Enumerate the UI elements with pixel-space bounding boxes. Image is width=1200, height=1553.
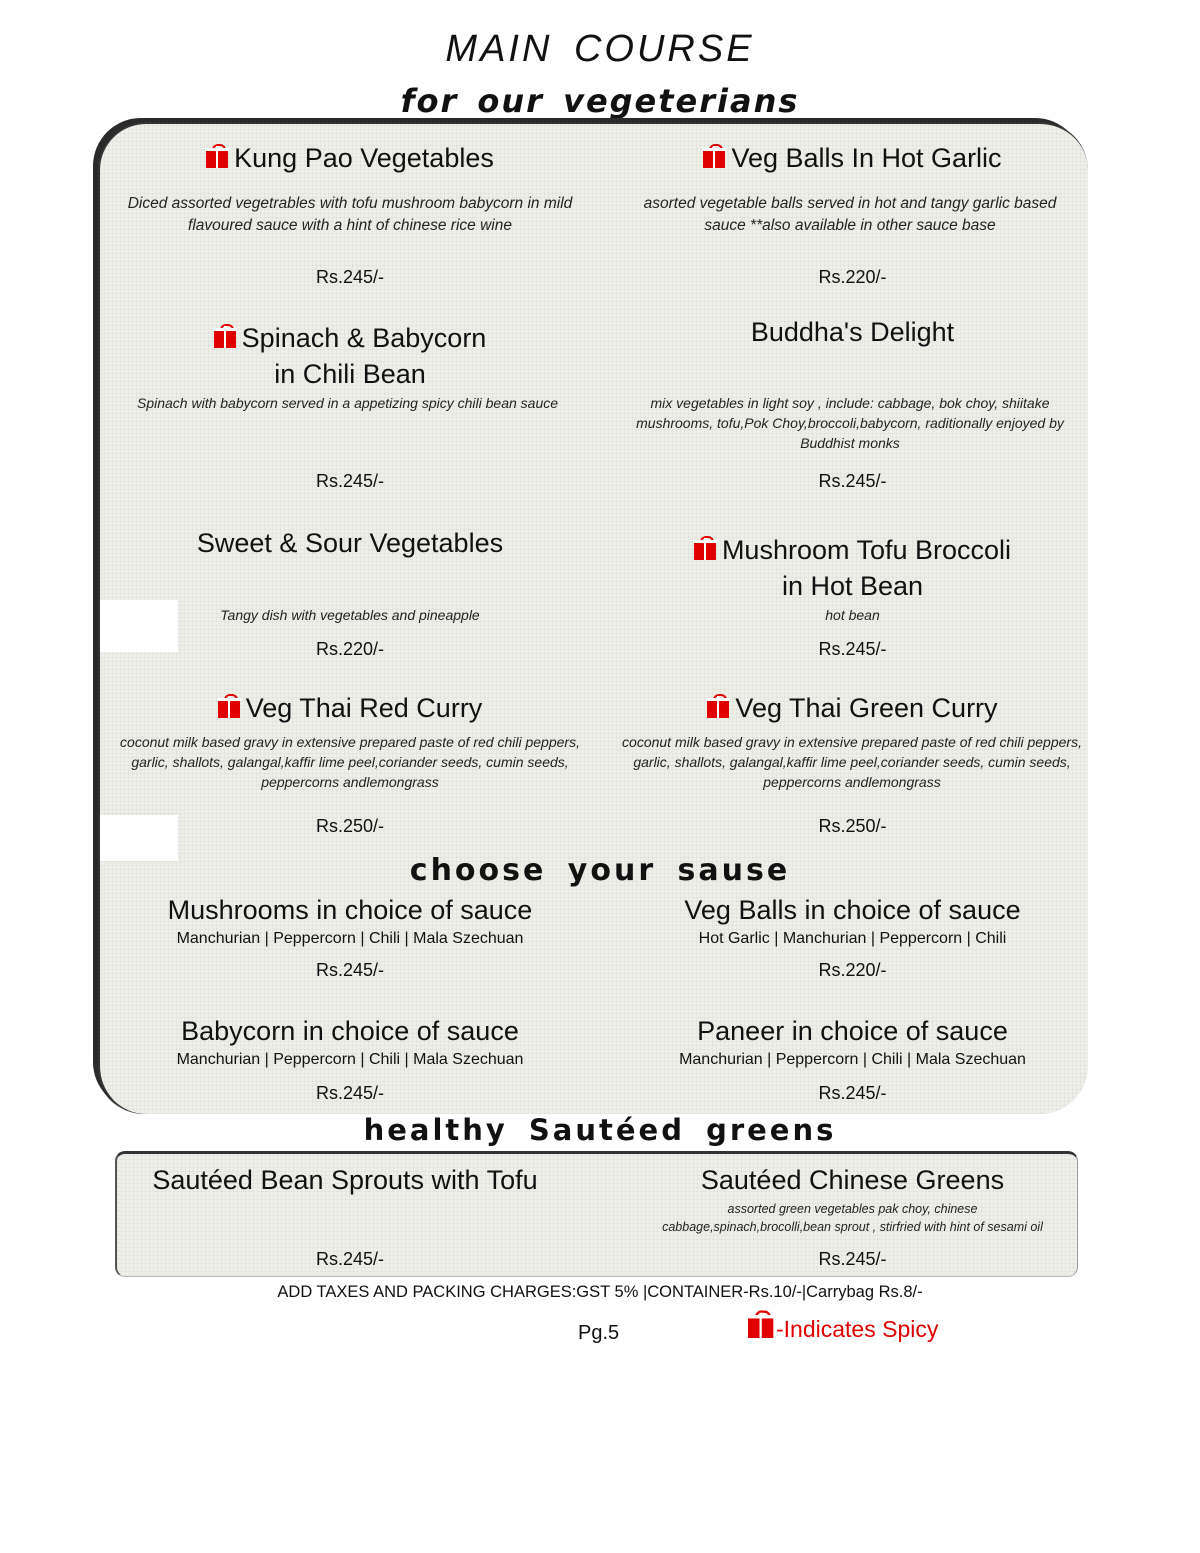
gift-box-icon [707,696,729,718]
menu-item-price: Rs.250/- [818,816,887,836]
sauce-item-name: Mushrooms in choice of sauce [167,895,533,925]
gift-box-icon [214,326,236,348]
menu-item-price: Rs.245/- [315,471,385,491]
spicy-legend: -Indicates Spicy [748,1316,938,1343]
sauce-item-price: Rs.220/- [818,960,887,980]
menu-item-description: mix vegetables in light soy , include: cabbage, bok choy, shiitake mushrooms, tofu,Pok Choy,broccoli,babycorn, raditionally enjoyed by Buddhist monks [636,395,1064,451]
menu-item-name: Veg Thai Green Curry [625,690,1080,726]
page-subtitle: for our vegeterians [400,82,800,120]
menu-item-price: Rs.245/- [315,267,385,287]
greens-item-price: Rs.245/- [315,1249,385,1269]
sauce-item-options: Manchurian | Peppercorn | Chili | Mala Szechuan [176,1051,524,1068]
menu-item-description: Spinach with babycorn served in a appetizing spicy chili bean sauce [136,395,559,411]
sauce-section-heading: choose your sause [409,853,791,888]
page-title: MAIN COURSE [445,28,755,70]
menu-item-description: hot bean [825,607,880,623]
greens-item-description-line1: assorted green vegetables pak choy, chinese [727,1202,978,1216]
gift-box-icon [703,146,725,168]
greens-item-name: Sautéed Chinese Greens [700,1165,1005,1195]
sauce-item-price: Rs.245/- [315,1083,385,1103]
sauce-item-price: Rs.245/- [315,960,385,980]
greens-item-price: Rs.245/- [818,1249,887,1269]
sauce-item-options: Hot Garlic | Manchurian | Peppercorn | Chili [698,930,1007,947]
sauce-item-options: Manchurian | Peppercorn | Chili | Mala Szechuan [176,930,524,947]
menu-item-price: Rs.245/- [818,639,887,659]
sauce-item-price: Rs.245/- [818,1083,887,1103]
menu-item-price: Rs.220/- [315,639,385,659]
menu-item-name-line2: in Hot Bean [781,571,924,601]
menu-item-name: Sweet & Sour Vegetables [196,528,504,558]
gift-box-icon [694,538,716,560]
sauce-item-name: Babycorn in choice of sauce [181,1016,519,1046]
menu-item-price: Rs.245/- [818,471,887,491]
menu-item-description: Tangy dish with vegetables and pineapple [220,607,480,623]
menu-item-name: Mushroom Tofu Broccoli [625,532,1080,568]
sauce-item-options: Manchurian | Peppercorn | Chili | Mala Szechuan [679,1051,1026,1068]
menu-item-description: coconut milk based gravy in extensive prepared paste of red chili peppers, garlic, shallots, galangal,kaffir lime peel,coriander seeds, cumin seeds, peppercorns andlemongrass [622,734,1082,790]
greens-item-description-line2: cabbage,spinach,brocolli,bean sprout , stirfried with hint of sesami oil [662,1220,1043,1234]
menu-item-name: Buddha's Delight [750,317,955,347]
menu-item-price: Rs.250/- [315,816,385,836]
gift-box-icon [748,1313,773,1338]
sauce-item-name: Veg Balls in choice of sauce [684,895,1021,925]
menu-item-description: coconut milk based gravy in extensive prepared paste of red chili peppers, garlic, shallots, galangal,kaffir lime peel,coriander seeds, cumin seeds, peppercorns andlemongrass [120,734,580,790]
menu-item-name: Veg Thai Red Curry [120,690,580,726]
greens-section-heading: healthy Sautéed greens [363,1113,837,1147]
gift-box-icon [206,146,228,168]
menu-item-price: Rs.220/- [818,267,887,287]
greens-item-name: Sautéed Bean Sprouts with Tofu [152,1165,538,1195]
menu-item-name-line2: in Chili Bean [274,359,426,389]
menu-item-name: Veg Balls In Hot Garlic [625,140,1080,176]
menu-item-name: Spinach & Babycorn [120,320,580,356]
taxes-note: ADD TAXES AND PACKING CHARGES:GST 5% |CONTAINER-Rs.10/-|Carrybag Rs.8/- [277,1283,923,1301]
page-number: Pg.5 [578,1322,620,1344]
menu-item-description: asorted vegetable balls served in hot and tangy garlic based sauce **also available in other sauce base [643,195,1057,234]
sauce-item-name: Paneer in choice of sauce [697,1016,1008,1046]
menu-item-description: Diced assorted vegetrables with tofu mushroom babycorn in mild flavoured sauce with a hint of chinese rice wine [127,195,573,234]
gift-box-icon [218,696,240,718]
menu-item-name: Kung Pao Vegetables [120,140,580,176]
